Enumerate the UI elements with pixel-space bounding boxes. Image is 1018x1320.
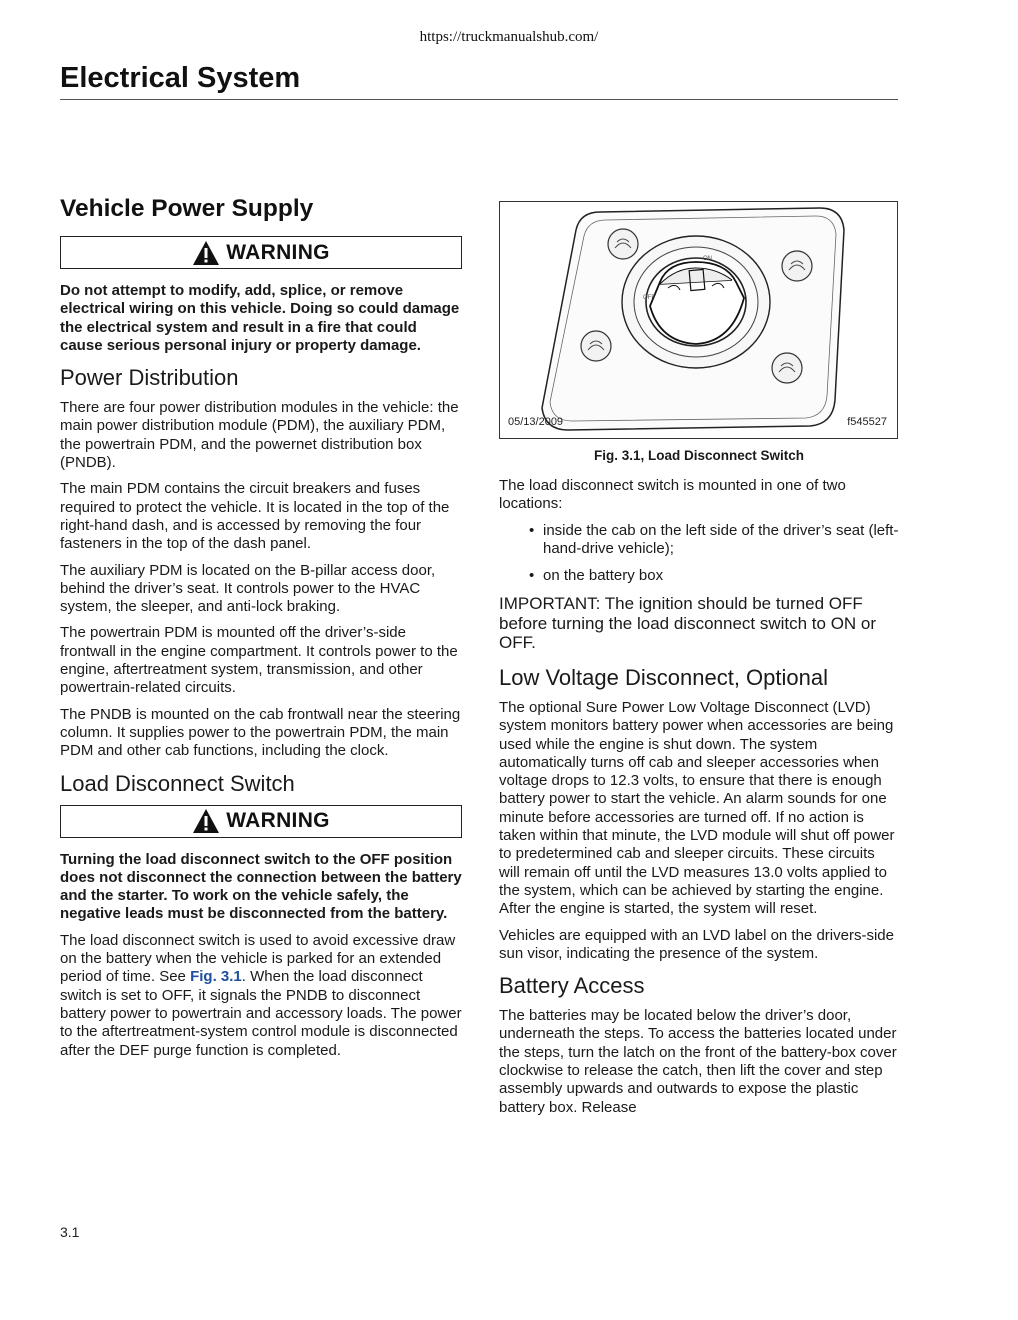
mount-intro: The load disconnect switch is mounted in one of two locations:	[499, 477, 846, 513]
switch-label-off: OFF	[643, 295, 655, 301]
power-distribution-paragraph: The PNDB is mounted on the cab frontwall near the steering column. It supplies power to the powertrain PDM, the main PDM and other cab functions, including the clock.	[60, 705, 461, 760]
warning-text: Turning the load disconnect switch to the OFF position does not disconnect the connection between the battery and the starter. To work on the vehicle safely, the negative leads must be disconnected from the battery.	[60, 850, 462, 923]
list-item: • inside the cab on the left side of the driver’s seat (left-hand-drive vehicle);	[499, 522, 899, 559]
left-column	[60, 195, 462, 1068]
load-disconnect-paragraph	[60, 932, 462, 1060]
warning-box	[60, 805, 462, 838]
warning-triangle-icon	[192, 240, 220, 266]
chapter-rule	[60, 99, 898, 100]
power-distribution-paragraph: There are four power distribution modules in the vehicle: the main power distribution module (PDM), the auxiliary PDM, the powertrain PDM, and the powernet distribution box (PNDB).	[60, 399, 459, 472]
list-item: • on the battery box	[499, 567, 899, 585]
mount-locations-list	[499, 522, 899, 586]
warning-triangle-icon	[192, 808, 220, 834]
lvd-paragraph: Vehicles are equipped with an LVD label on the drivers-side sun visor, indicating the presence of the system.	[499, 926, 894, 962]
battery-access-paragraph: The batteries may be located below the driver’s door, underneath the steps. To access the batteries located under the steps, turn the latch on the front of the battery-box cover clockwise to release the catch, then lift the cover and step assembly upwards and outwards to expose the plastic battery box. Release	[499, 1007, 897, 1116]
power-distribution-title: Power Distribution	[60, 365, 239, 391]
power-distribution-paragraph: The main PDM contains the circuit breakers and fuses required to protect the vehicle. It is located in the top of the right-hand dash, and is accessed by removing the four fasteners in the top of the dash panel.	[60, 480, 450, 553]
warning-label: WARNING	[226, 809, 330, 833]
page-url: https://truckmanualshub.com/	[419, 29, 599, 45]
paragraph-text: . When the load disconnect switch is set to OFF, it signals the PNDB to disconnect battery power to powertrain and accessory loads. The power to the aftertreatment-system control module is disconnected after the DEF purge function is completed.	[60, 968, 462, 1059]
figure-link[interactable]: Fig. 3.1	[190, 968, 242, 986]
figure-load-disconnect-switch	[499, 201, 898, 439]
power-distribution-paragraph: The powertrain PDM is mounted off the driver’s-side frontwall in the engine compartment. It controls power to the engine, aftertreatment system, transmission, and other powertrain-related circuits.	[60, 624, 458, 697]
paragraph-text: The load disconnect switch is used to avoid excessive draw on the battery when the vehicle is parked for an extended period of time. See	[60, 931, 456, 986]
section-title: Vehicle Power Supply	[60, 195, 314, 222]
warning-text: Do not attempt to modify, add, splice, or remove electrical wiring on this vehicle. Doing so could damage the electrical system and result in a fire that could cause serious personal injury or property damage.	[60, 282, 460, 354]
warning-box	[60, 236, 462, 269]
power-distribution-paragraph: The auxiliary PDM is located on the B-pillar access door, behind the driver’s seat. It controls power to the HVAC system, the sleeper, and anti-lock braking.	[60, 561, 436, 616]
figure-date: 05/13/2009	[508, 416, 564, 428]
figure-caption: Fig. 3.1, Load Disconnect Switch	[593, 448, 805, 463]
switch-label-on: ON	[703, 256, 712, 262]
warning-label: WARNING	[226, 240, 330, 264]
load-disconnect-title: Load Disconnect Switch	[60, 770, 295, 796]
figure-id: f545527	[847, 416, 887, 428]
load-disconnect-switch-illustration	[500, 202, 899, 440]
chapter-title: Electrical System	[60, 62, 301, 94]
lvd-title: Low Voltage Disconnect, Optional	[499, 664, 828, 690]
right-column	[499, 201, 899, 1125]
important-note: IMPORTANT: The ignition should be turned OFF before turning the load disconnect switch to ON or OFF.	[499, 594, 877, 653]
page-number: 3.1	[60, 1224, 80, 1240]
lvd-paragraph: The optional Sure Power Low Voltage Disconnect (LVD) system monitors battery power when accessories are being used while the engine is shut down. The system automatically turns off cab and sleeper accessories when voltage drops to 12.3 volts, to ensure that there is enough battery power to start the vehicle. An alarm sounds for one minute before accessories are turned off. If no action is taken within that minute, the LVD module will shut off power to predetermined cab and sleeper circuits. These circuits will remain off until the LVD measures 13.0 volts applied to the system, which can be achieved by starting the engine. After the engine is started, the system will reset.	[499, 698, 895, 918]
battery-access-title: Battery Access	[499, 973, 645, 999]
